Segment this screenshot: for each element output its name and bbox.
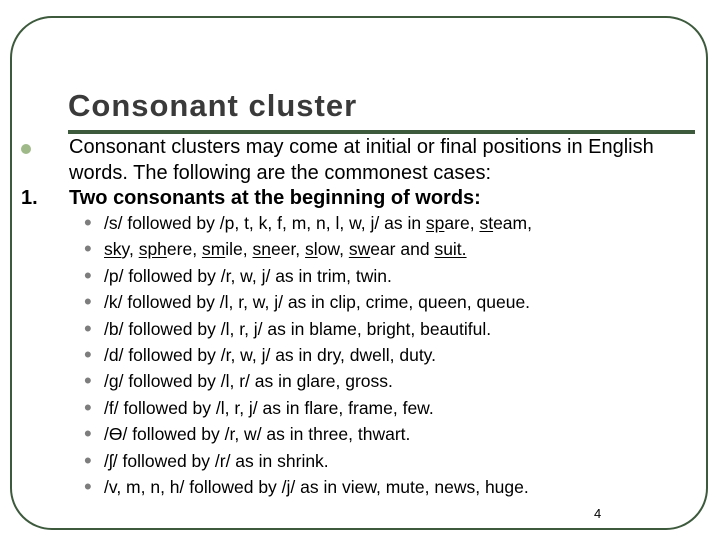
numbered-heading-text: Two consonants at the beginning of words: [69, 187, 481, 209]
underlined-cluster: sm [201, 239, 226, 260]
list-item [0, 289, 720, 315]
list-item-text: /k/ followed by /l, r, w, j/ as in clip, crime, queen, queue. [104, 292, 531, 313]
item-text-segment: ow, [317, 239, 349, 260]
underlined-cluster: sk [104, 239, 122, 260]
list-item-text: /ʃ/ followed by /r/ as in shrink. [104, 450, 329, 471]
slide-title: Consonant cluster [68, 88, 358, 123]
page-number: 4 [594, 506, 602, 521]
list-item [0, 368, 720, 394]
underlined-cluster: suit. [434, 239, 467, 260]
item-text-segment: ere, [166, 239, 202, 260]
intro-paragraph: Consonant clusters may come at initial or final positions in English words. The following are the commonest cases: [69, 136, 654, 184]
bullet-icon: • [84, 236, 92, 262]
list-item [0, 474, 720, 500]
bullet-icon: • [84, 315, 92, 341]
item-text-segment: ear and [370, 239, 435, 260]
list-item-text: /g/ followed by /l, r/ as in glare, gross. [104, 371, 393, 392]
list-item-text: /f/ followed by /l, r, j/ as in flare, frame, few. [104, 397, 434, 418]
list-number: 1. [21, 187, 38, 209]
bullet-icon: • [84, 473, 92, 499]
underlined-cluster: sl [305, 239, 318, 260]
list-item [0, 263, 720, 289]
item-text-segment: are, [444, 213, 480, 233]
list-item [0, 448, 720, 474]
numbered-heading [21, 186, 481, 210]
cluster-list [0, 210, 720, 500]
list-item-text [104, 236, 467, 262]
bullet-icon: • [84, 368, 92, 394]
list-item-text: /Ɵ/ followed by /r, w/ as in three, thwart. [104, 424, 411, 445]
list-item [0, 236, 720, 262]
item-text-segment: eam, [493, 213, 532, 233]
list-item-text: /v, m, n, h/ followed by /j/ as in view, mute, news, huge. [104, 476, 529, 497]
item-text-segment: /s/ followed by /p, t, k, f, m, n, l, w, j/ as in [104, 213, 426, 233]
bullet-icon: • [84, 262, 92, 288]
list-item-text [104, 210, 532, 236]
list-item-text: /d/ followed by /r, w, j/ as in dry, dwell, duty. [104, 344, 436, 365]
list-item [0, 421, 720, 447]
list-item [0, 342, 720, 368]
list-item-text: /b/ followed by /l, r, j/ as in blame, bright, beautiful. [104, 318, 492, 339]
underlined-cluster: sw [348, 239, 371, 260]
item-text-segment: eer, [270, 239, 306, 260]
underlined-cluster: sp [425, 213, 445, 233]
bullet-icon: • [84, 289, 92, 315]
bullet-icon: • [84, 394, 92, 420]
list-item [0, 395, 720, 421]
underlined-cluster: sn [252, 239, 271, 260]
item-text-segment: ile, [225, 239, 253, 260]
bullet-icon: • [84, 341, 92, 367]
list-item-text: /p/ followed by /r, w, j/ as in trim, twin. [104, 265, 392, 286]
underlined-cluster: st [479, 213, 494, 233]
item-text-segment: y, [121, 239, 139, 260]
underlined-cluster: sph [138, 239, 167, 260]
list-item [0, 210, 720, 236]
list-item [0, 316, 720, 342]
bullet-icon: • [84, 210, 92, 235]
bullet-icon: • [84, 447, 92, 473]
bullet-dot-icon [21, 144, 31, 154]
bullet-icon: • [84, 421, 92, 447]
